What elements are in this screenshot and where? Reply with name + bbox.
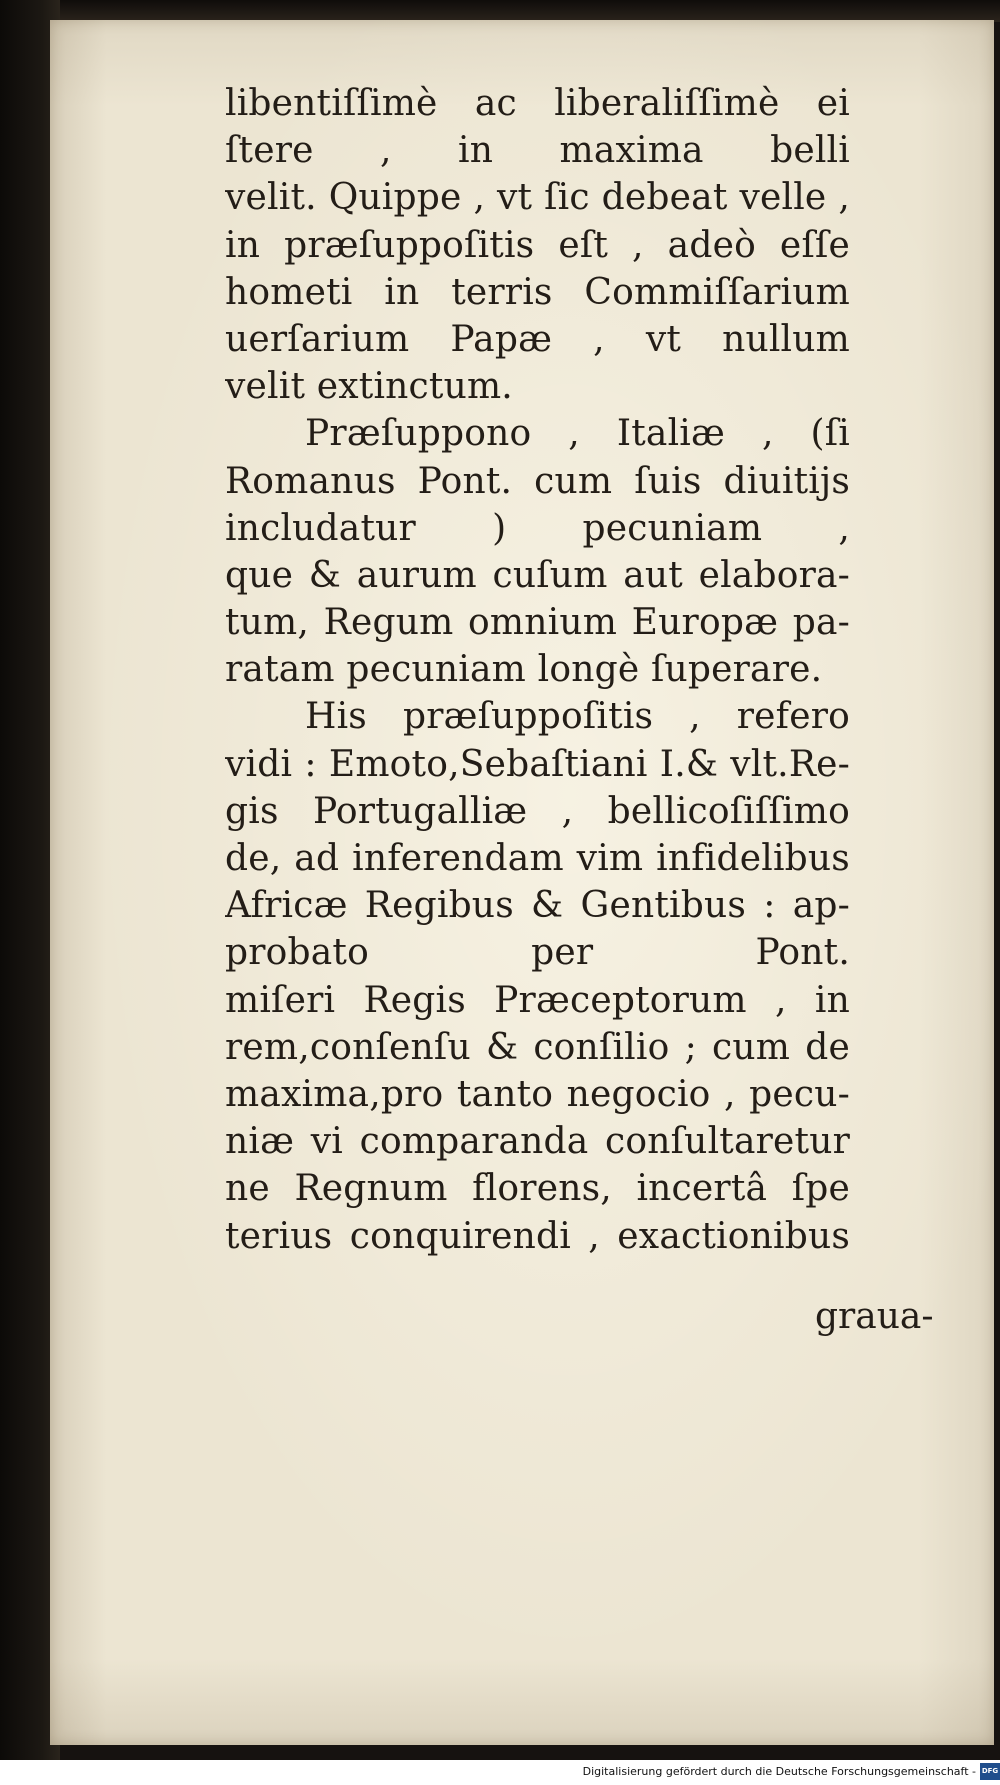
page-body-text	[225, 80, 850, 1260]
text-line: ne Regnum florens, incertâ ſpe	[225, 1168, 850, 1210]
text-line: de, ad inferendam vim infidelibus	[225, 838, 850, 879]
top-edge	[60, 0, 1000, 22]
paragraph-start-line: His præſuppoſitis , refero	[305, 696, 850, 738]
text-line: probato per Pont.	[225, 932, 850, 974]
text-line: velit extinctum.	[225, 366, 513, 408]
text-line: velit. Quippe , vt ſic debeat velle ,	[225, 177, 850, 219]
text-line: Romanus Pont. cum ſuis diuitijs	[225, 460, 850, 502]
digitization-credit: Digitalisierung gefördert durch die Deutsche Forschungsgemeinschaft -	[582, 1765, 976, 1778]
text-line: Africæ Regibus & Gentibus : ap-	[225, 885, 850, 927]
catchword: graua-	[815, 1296, 934, 1337]
text-line: includatur ) pecuniam ,	[225, 507, 850, 549]
text-line: ſtere , in maxima belli	[225, 130, 850, 172]
text-line: hometi in terris Commiſſarium	[225, 271, 850, 313]
text-line: miſeri Regis Præceptorum , in	[225, 979, 850, 1021]
text-line: in præſuppoſitis eſt , adeò eſſe	[225, 224, 850, 266]
text-line: ratam pecuniam longè ſuperare.	[225, 649, 823, 691]
text-line: terius conquirendi , exactionibus	[225, 1215, 850, 1257]
dfg-logo-icon: DFG	[980, 1763, 1000, 1780]
text-line: que & aurum cuſum aut elabora-	[225, 554, 850, 596]
text-line: tum, Regum omnium Europæ pa-	[225, 602, 850, 644]
text-line: niæ vi comparanda conſultaretur	[225, 1121, 850, 1163]
text-line: maxima,pro tanto negocio , pecu-	[225, 1073, 850, 1115]
text-line: gis Portugalliæ , bellicoſiſſimo	[225, 790, 850, 832]
text-line: vidi : Emoto,Sebaſtiani I.& vlt.Re-	[225, 743, 850, 785]
text-line: rem,conſenſu & conſilio ; cum de	[225, 1026, 850, 1068]
text-line: libentiſſimè ac liberaliſſimè ei	[225, 83, 850, 124]
text-line: uerſarium Papæ , vt nullum	[225, 318, 850, 360]
paragraph-start-line: Præſuppono , Italiæ , (ſi	[305, 413, 850, 455]
